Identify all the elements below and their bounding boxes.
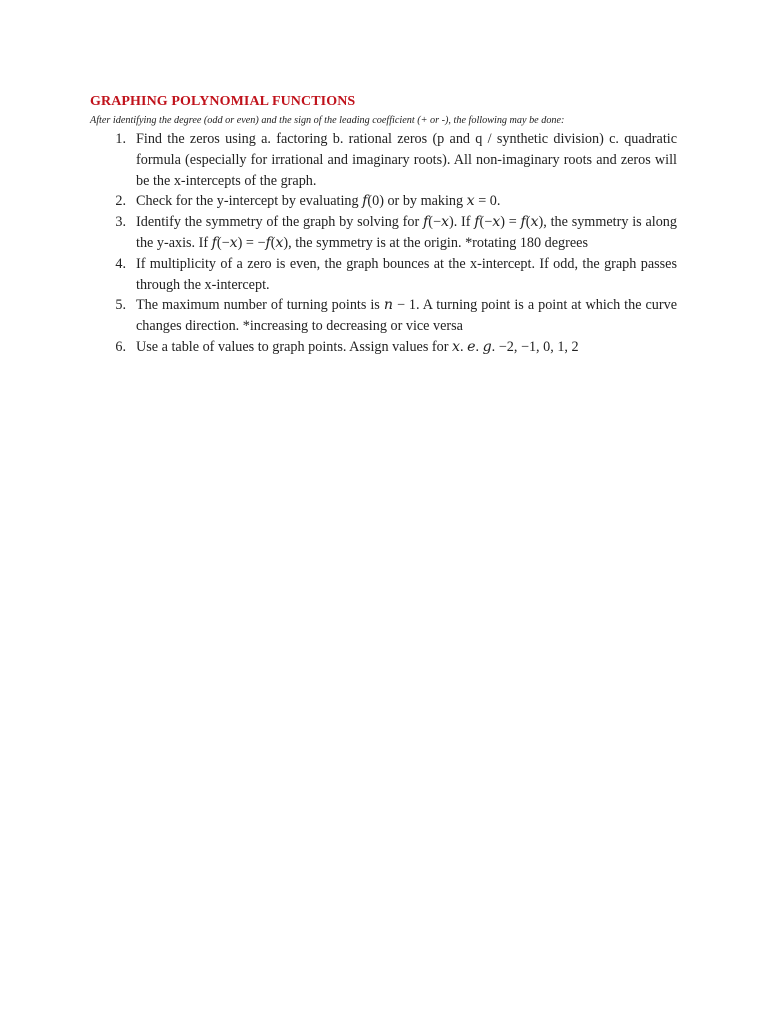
- step-item-4: [106, 254, 677, 296]
- step-text: Identify the symmetry of the graph by solving for 𝑓(−𝑥). If 𝑓(−𝑥) = 𝑓(𝑥), the symmetry is along the y-axis. If 𝑓(−𝑥) = −𝑓(𝑥), the symmetry is at the origin. *rotating 180 degrees: [136, 214, 677, 251]
- step-number: 4.: [115, 255, 126, 272]
- step-number: 6.: [115, 338, 126, 355]
- step-text: Find the zeros using a. factoring b. rational zeros (p and q / synthetic division) c. quadratic formula (especially for irrational and imaginary roots). All non-imaginary roots and zeros will be the x-intercepts of the graph.: [136, 131, 677, 189]
- steps-list: [106, 129, 677, 358]
- document-title: GRAPHING POLYNOMIAL FUNCTIONS: [90, 94, 356, 109]
- step-text: Check for the y-intercept by evaluating 𝑓(0) or by making 𝑥 = 0.: [136, 193, 501, 210]
- step-text: If multiplicity of a zero is even, the graph bounces at the x-intercept. If odd, the graph passes through the x-intercept.: [136, 255, 677, 293]
- step-item-2: [106, 191, 677, 212]
- intro-text: After identifying the degree (odd or even) and the sign of the leading coefficient (+ or -), the following may be done:: [90, 115, 565, 126]
- step-item-5: [106, 295, 677, 337]
- step-number: 3.: [115, 214, 126, 231]
- step-number: 5.: [115, 297, 126, 314]
- step-text: The maximum number of turning points is 𝑛 − 1. A turning point is a point at which the curve changes direction. *increasing to decreasing or vice versa: [136, 297, 677, 335]
- step-item-6: [106, 337, 677, 358]
- step-item-1: [106, 129, 677, 191]
- step-number: 1.: [115, 131, 126, 147]
- step-number: 2.: [115, 193, 126, 210]
- step-text: Use a table of values to graph points. Assign values for 𝑥. 𝑒. 𝑔. −2, −1, 0, 1, 2: [136, 338, 579, 355]
- step-item-3: [106, 212, 677, 254]
